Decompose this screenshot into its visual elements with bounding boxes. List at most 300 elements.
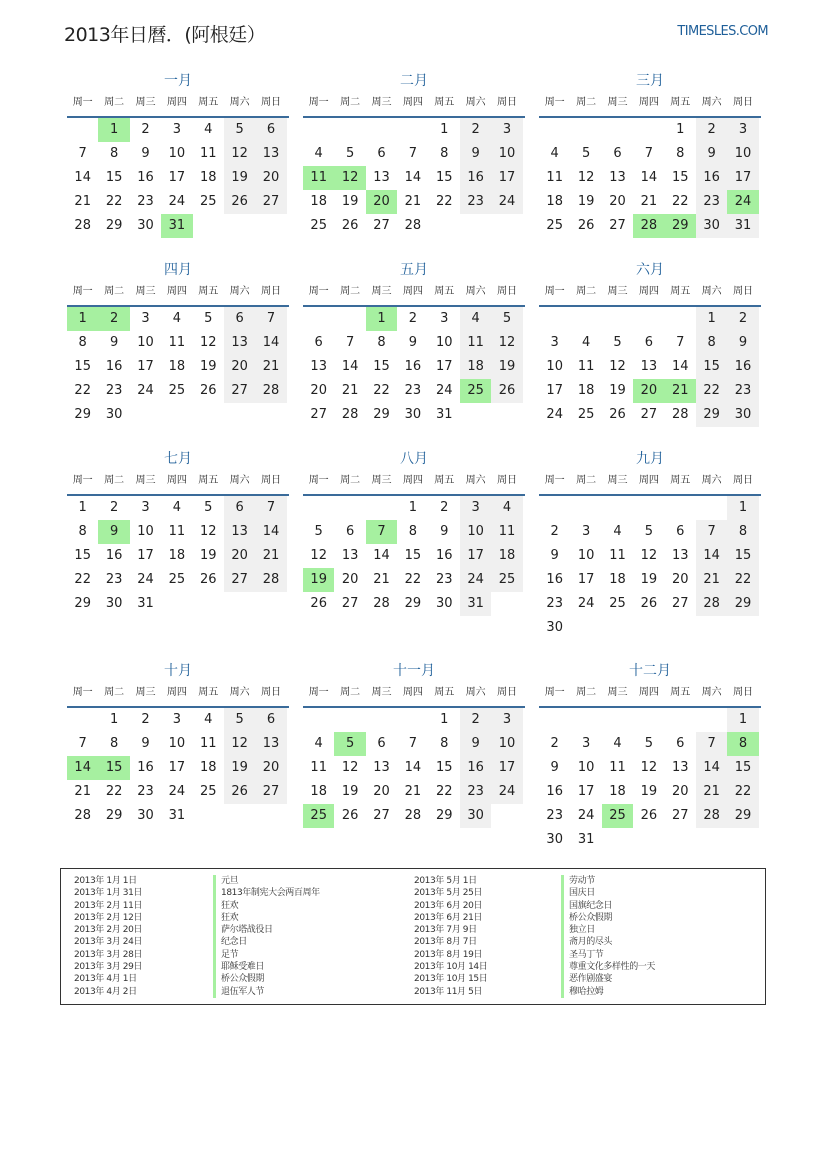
empty-cell [397, 118, 428, 142]
day-cell: 22 [435, 784, 453, 799]
weekday-label: 周日 [497, 687, 518, 698]
weekday-label: 周日 [497, 97, 518, 108]
legend-holiday-name: 狂欢 [213, 912, 320, 924]
weekday-label: 周二 [340, 286, 361, 297]
legend-date: 2013年 3月 28日 [74, 949, 143, 960]
weekday-label: 周日 [733, 97, 754, 108]
day-cell: 27 [341, 596, 359, 611]
day-cell: 26 [199, 572, 217, 587]
weekday-header [67, 682, 289, 708]
day-cell: 15 [105, 170, 123, 185]
day-cell: 17 [137, 548, 154, 563]
weekday-label: 周日 [733, 286, 754, 297]
holiday-day: 14 [67, 756, 98, 780]
day-cell: 18 [609, 572, 626, 587]
day-cell: 15 [74, 548, 91, 563]
day-cell: 17 [727, 166, 758, 190]
weekday-label: 周六 [701, 475, 722, 486]
day-cell: 19 [224, 756, 255, 780]
day-cell: 14 [696, 544, 727, 568]
day-cell: 7 [696, 520, 727, 544]
day-cell: 23 [460, 780, 491, 804]
day-cell: 11 [577, 359, 595, 374]
legend-holiday-name: 国庆日 [561, 887, 655, 899]
legend-date: 2013年 2月 20日 [74, 925, 143, 936]
day-cell: 5 [644, 736, 653, 751]
day-cell: 6 [224, 496, 255, 520]
month-name: 九月 [636, 451, 664, 467]
day-cell: 17 [546, 383, 563, 398]
weekday-label: 周二 [576, 687, 597, 698]
day-cell: 29 [373, 407, 390, 422]
day-cell: 21 [341, 383, 359, 398]
weekday-label: 周日 [261, 475, 282, 486]
day-grid [303, 496, 525, 616]
month-block [67, 448, 289, 616]
day-cell: 22 [727, 780, 758, 804]
day-cell: 4 [613, 736, 622, 751]
weekday-label: 周六 [229, 687, 250, 698]
day-cell: 7 [408, 736, 417, 751]
month-name: 五月 [400, 262, 428, 278]
legend-holiday-name: 萨尔塔战役日 [213, 924, 320, 936]
weekday-label: 周二 [576, 97, 597, 108]
day-cell: 9 [460, 732, 491, 756]
day-grid [67, 307, 289, 427]
day-cell: 12 [609, 359, 626, 374]
day-cell: 12 [199, 335, 217, 350]
day-cell: 19 [640, 784, 658, 799]
empty-cell [665, 307, 696, 331]
day-cell: 11 [460, 331, 491, 355]
day-grid [303, 708, 525, 828]
day-cell: 20 [224, 355, 255, 379]
month-block [303, 70, 525, 238]
legend-date: 2013年 1月 31日 [74, 888, 143, 899]
day-cell: 7 [676, 335, 685, 350]
weekday-label: 周四 [402, 687, 423, 698]
month-block [67, 660, 289, 828]
day-cell: 17 [460, 544, 491, 568]
day-cell: 9 [141, 146, 150, 161]
day-grid [67, 118, 289, 238]
weekday-label: 周五 [670, 687, 691, 698]
day-cell: 2 [440, 500, 449, 515]
day-cell: 27 [224, 379, 255, 403]
holiday-day: 25 [460, 379, 491, 403]
weekday-label: 周六 [701, 97, 722, 108]
day-cell: 24 [577, 596, 595, 611]
empty-cell [67, 708, 98, 732]
weekday-header [539, 281, 761, 307]
day-cell: 21 [74, 194, 91, 209]
day-cell: 27 [310, 407, 327, 422]
day-cell: 29 [74, 407, 91, 422]
day-cell: 8 [408, 524, 417, 539]
day-cell: 23 [404, 383, 422, 398]
day-cell: 3 [141, 500, 150, 515]
weekday-label: 周三 [371, 97, 392, 108]
day-cell: 6 [255, 118, 286, 142]
day-cell: 23 [727, 379, 758, 403]
empty-cell [602, 307, 633, 331]
legend-holiday-name: 桥公众假期 [213, 973, 320, 985]
day-cell: 27 [609, 218, 626, 233]
day-cell: 26 [640, 596, 658, 611]
weekday-label: 周一 [544, 475, 565, 486]
day-cell: 29 [727, 592, 758, 616]
day-cell: 11 [168, 524, 186, 539]
day-cell: 12 [310, 548, 327, 563]
day-cell: 24 [168, 784, 186, 799]
holiday-day: 21 [665, 379, 696, 403]
empty-cell [334, 307, 365, 331]
weekday-label: 周四 [166, 475, 187, 486]
day-cell: 4 [581, 335, 591, 350]
day-cell: 30 [546, 620, 563, 635]
weekday-label: 周五 [434, 475, 455, 486]
weekday-label: 周一 [544, 97, 565, 108]
day-cell: 5 [314, 524, 323, 539]
day-cell: 20 [609, 194, 626, 209]
day-cell: 29 [105, 218, 123, 233]
day-cell: 9 [550, 760, 559, 775]
day-cell: 15 [671, 170, 689, 185]
empty-cell [366, 496, 397, 520]
day-cell: 8 [78, 335, 87, 350]
weekday-label: 周一 [72, 286, 93, 297]
empty-cell [696, 496, 727, 520]
day-cell: 10 [577, 548, 595, 563]
empty-cell [696, 708, 727, 732]
weekday-label: 周五 [198, 97, 219, 108]
weekday-label: 周一 [308, 286, 329, 297]
day-cell: 10 [168, 146, 186, 161]
day-cell: 20 [224, 544, 255, 568]
day-cell: 7 [696, 732, 727, 756]
day-cell: 19 [199, 548, 217, 563]
month-block [67, 259, 289, 427]
day-cell: 9 [727, 331, 758, 355]
weekday-label: 周六 [229, 97, 250, 108]
day-cell: 25 [310, 218, 327, 233]
day-cell: 4 [204, 122, 213, 137]
weekday-label: 周五 [670, 286, 691, 297]
day-grid [67, 708, 289, 828]
weekday-label: 周三 [371, 475, 392, 486]
empty-cell [602, 496, 633, 520]
day-cell: 8 [676, 146, 685, 161]
day-cell: 28 [671, 407, 689, 422]
day-cell: 31 [727, 214, 758, 238]
day-cell: 9 [460, 142, 491, 166]
day-cell: 12 [341, 760, 359, 775]
legend-dates-left [74, 875, 142, 998]
day-cell: 30 [105, 596, 123, 611]
day-cell: 8 [727, 520, 758, 544]
day-cell: 16 [696, 166, 727, 190]
day-cell: 15 [435, 760, 453, 775]
day-cell: 15 [373, 359, 390, 374]
day-cell: 11 [199, 736, 217, 751]
day-cell: 31 [460, 592, 491, 616]
day-cell: 3 [727, 118, 758, 142]
day-cell: 23 [460, 190, 491, 214]
weekday-label: 周五 [670, 97, 691, 108]
day-cell: 30 [137, 808, 154, 823]
weekday-label: 周二 [340, 475, 361, 486]
month-block [303, 259, 525, 427]
day-cell: 23 [105, 383, 123, 398]
day-cell: 7 [644, 146, 653, 161]
day-cell: 18 [460, 355, 491, 379]
day-cell: 1 [727, 496, 758, 520]
legend-names-left [213, 875, 320, 998]
weekday-label: 周三 [135, 286, 156, 297]
site-link[interactable]: TIMESLES.COM [677, 24, 768, 39]
holiday-day: 31 [161, 214, 192, 238]
holiday-day: 1 [366, 307, 397, 331]
day-cell: 9 [550, 548, 559, 563]
day-cell: 22 [74, 383, 91, 398]
day-cell: 12 [199, 524, 217, 539]
weekday-label: 周日 [497, 475, 518, 486]
day-cell: 21 [74, 784, 91, 799]
day-cell: 13 [310, 359, 327, 374]
weekday-label: 周三 [607, 97, 628, 108]
day-cell: 3 [172, 712, 181, 727]
month-name: 一月 [164, 73, 192, 89]
weekday-header [303, 92, 525, 118]
legend-date: 2013年 6月 20日 [414, 900, 483, 911]
day-cell: 15 [74, 359, 91, 374]
legend-holiday-name: 国旗纪念日 [561, 900, 655, 912]
day-cell: 9 [440, 524, 449, 539]
day-cell: 4 [613, 524, 622, 539]
legend-dates-right [414, 875, 487, 998]
weekday-label: 周六 [229, 286, 250, 297]
day-cell: 9 [696, 142, 727, 166]
day-cell: 26 [224, 190, 255, 214]
weekday-label: 周六 [465, 286, 486, 297]
weekday-label: 周三 [371, 687, 392, 698]
weekday-label: 周六 [465, 97, 486, 108]
day-cell: 26 [310, 596, 327, 611]
legend-date: 2013年 8月 19日 [414, 949, 483, 960]
day-cell: 12 [640, 760, 658, 775]
day-cell: 29 [74, 596, 91, 611]
day-cell: 24 [546, 407, 563, 422]
day-cell: 6 [377, 736, 386, 751]
weekday-label: 周四 [166, 97, 187, 108]
day-cell: 7 [255, 307, 286, 331]
day-cell: 25 [491, 568, 522, 592]
day-cell: 30 [696, 214, 727, 238]
month-block [303, 660, 525, 828]
empty-cell [570, 708, 601, 732]
day-cell: 10 [137, 335, 154, 350]
legend-holiday-name: 恶作剧盛宴 [561, 973, 655, 985]
day-cell: 30 [460, 804, 491, 828]
legend-holiday-name: 1813年制宪大会两百周年 [213, 887, 320, 899]
month-name: 十二月 [629, 663, 671, 679]
weekday-label: 周三 [135, 687, 156, 698]
day-cell: 20 [255, 756, 286, 780]
weekday-label: 周一 [308, 475, 329, 486]
month-block [67, 70, 289, 238]
day-cell: 15 [727, 756, 758, 780]
day-cell: 13 [255, 142, 286, 166]
weekday-label: 周四 [166, 687, 187, 698]
day-cell: 22 [105, 194, 123, 209]
legend-holiday-name: 元旦 [213, 875, 320, 887]
holiday-day: 25 [602, 804, 633, 828]
weekday-label: 周日 [261, 286, 282, 297]
day-cell: 19 [199, 359, 217, 374]
day-cell: 2 [141, 712, 150, 727]
day-cell: 27 [224, 568, 255, 592]
day-cell: 11 [310, 760, 327, 775]
day-cell: 17 [491, 166, 522, 190]
month-block [539, 660, 761, 852]
empty-cell [602, 118, 633, 142]
day-cell: 22 [373, 383, 390, 398]
weekday-header [539, 92, 761, 118]
day-cell: 3 [460, 496, 491, 520]
day-cell: 27 [255, 780, 286, 804]
empty-cell [334, 708, 365, 732]
weekday-label: 周六 [701, 687, 722, 698]
day-cell: 24 [577, 808, 595, 823]
day-grid [539, 496, 761, 640]
day-cell: 14 [404, 170, 422, 185]
day-cell: 2 [696, 118, 727, 142]
holiday-day: 9 [98, 520, 129, 544]
day-cell: 31 [168, 808, 186, 823]
day-cell: 10 [727, 142, 758, 166]
day-cell: 24 [137, 383, 154, 398]
day-cell: 7 [345, 335, 355, 350]
day-cell: 15 [696, 355, 727, 379]
legend-date: 2013年 3月 29日 [74, 962, 143, 973]
day-cell: 17 [168, 170, 186, 185]
day-cell: 18 [577, 383, 595, 398]
day-cell: 21 [255, 544, 286, 568]
day-cell: 2 [460, 708, 491, 732]
day-cell: 27 [640, 407, 658, 422]
day-cell: 24 [491, 190, 522, 214]
day-cell: 26 [199, 383, 217, 398]
month-name: 十一月 [393, 663, 435, 679]
weekday-label: 周六 [465, 687, 486, 698]
weekday-label: 周四 [402, 97, 423, 108]
day-cell: 5 [491, 307, 522, 331]
day-grid [539, 118, 761, 238]
day-cell: 13 [373, 760, 390, 775]
holiday-day: 1 [98, 118, 129, 142]
day-cell: 8 [440, 736, 449, 751]
day-cell: 2 [408, 311, 417, 326]
legend-date: 2013年 8月 7日 [414, 937, 477, 948]
weekday-header [539, 470, 761, 496]
day-cell: 30 [727, 403, 758, 427]
day-cell: 13 [373, 170, 390, 185]
day-cell: 26 [609, 407, 626, 422]
day-cell: 18 [491, 544, 522, 568]
holiday-day: 2 [98, 307, 129, 331]
weekday-label: 周二 [576, 286, 597, 297]
day-cell: 25 [168, 572, 186, 587]
day-cell: 27 [373, 808, 390, 823]
legend-date: 2013年 10月 14日 [414, 962, 488, 973]
holiday-day: 20 [366, 190, 397, 214]
day-cell: 19 [577, 194, 595, 209]
day-cell: 3 [550, 335, 559, 350]
empty-cell [303, 118, 334, 142]
day-cell: 13 [341, 548, 359, 563]
day-cell: 4 [491, 496, 522, 520]
day-cell: 7 [78, 146, 87, 161]
empty-cell [303, 496, 334, 520]
weekday-label: 周日 [261, 687, 282, 698]
weekday-label: 周五 [198, 475, 219, 486]
day-cell: 18 [199, 760, 217, 775]
day-cell: 26 [341, 808, 359, 823]
holiday-day: 24 [727, 190, 758, 214]
day-cell: 6 [255, 708, 286, 732]
weekday-label: 周一 [544, 687, 565, 698]
weekday-header [67, 470, 289, 496]
day-cell: 13 [224, 331, 255, 355]
empty-cell [665, 708, 696, 732]
weekday-header [67, 281, 289, 307]
day-cell: 4 [550, 146, 559, 161]
day-cell: 23 [105, 572, 123, 587]
day-cell: 18 [168, 548, 186, 563]
weekday-label: 周三 [607, 687, 628, 698]
weekday-label: 周日 [733, 475, 754, 486]
holiday-day: 7 [366, 520, 397, 544]
day-cell: 10 [491, 142, 522, 166]
day-cell: 11 [168, 335, 186, 350]
day-cell: 10 [435, 335, 453, 350]
day-cell: 20 [310, 383, 327, 398]
month-name: 十月 [164, 663, 192, 679]
day-cell: 26 [224, 780, 255, 804]
day-cell: 23 [435, 572, 453, 587]
day-cell: 26 [640, 808, 658, 823]
weekday-label: 周三 [135, 97, 156, 108]
day-cell: 21 [696, 780, 727, 804]
weekday-header [539, 682, 761, 708]
day-cell: 23 [137, 194, 154, 209]
day-cell: 14 [341, 359, 359, 374]
month-name: 六月 [636, 262, 664, 278]
day-cell: 28 [373, 596, 390, 611]
weekday-label: 周一 [72, 475, 93, 486]
day-cell: 17 [491, 756, 522, 780]
day-cell: 4 [172, 500, 181, 515]
day-cell: 25 [168, 383, 186, 398]
day-cell: 4 [172, 311, 181, 326]
legend-holiday-name: 尊重文化多样性的一天 [561, 961, 655, 973]
weekday-label: 周三 [607, 286, 628, 297]
empty-cell [539, 708, 570, 732]
weekday-label: 周三 [607, 475, 628, 486]
month-name: 四月 [164, 262, 192, 278]
day-cell: 2 [550, 524, 559, 539]
day-cell: 11 [609, 760, 626, 775]
